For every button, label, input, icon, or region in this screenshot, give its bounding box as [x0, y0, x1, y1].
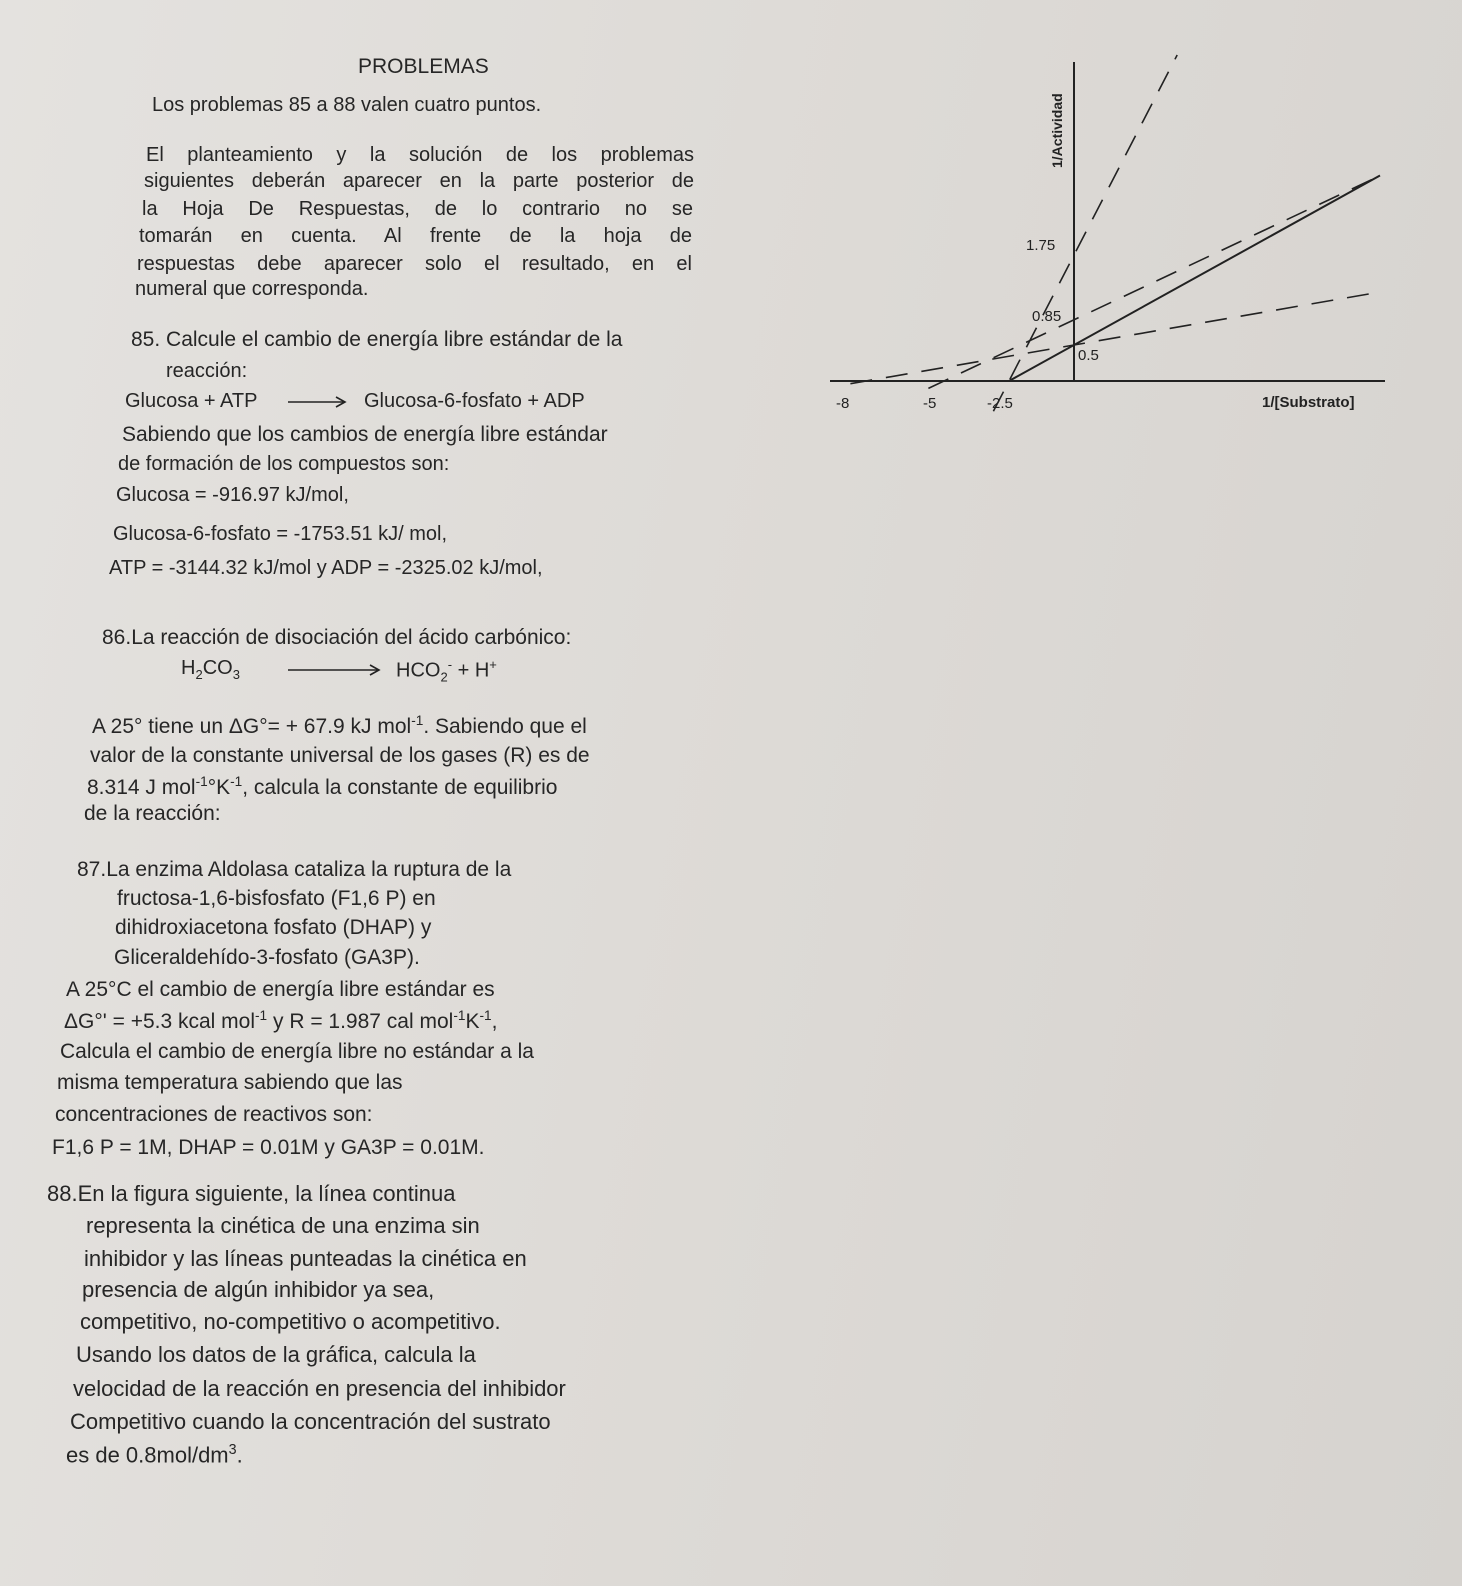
problem-88-statement: Competitivo cuando la concentración del sustrato — [70, 1409, 551, 1434]
y-tick-label: 1.75 — [1026, 237, 1056, 254]
lineweaver-burk-chart — [820, 40, 1400, 440]
problem-85-statement: de formación de los compuestos son: — [118, 453, 450, 475]
problem-88-statement: presencia de algún inhibidor ya sea, — [82, 1277, 435, 1302]
x-tick-label: -2.5 — [987, 395, 1013, 412]
problem-85-statement: reacción: — [166, 360, 248, 382]
problem-86-statement: 8.314 J $mol^{-1}^\circ K^{-1}$, calcula la constante de equilibrio — [87, 774, 558, 799]
x-axis-label: 1/[Substrato] — [1262, 394, 1355, 411]
problem-87-statement: Calcula el cambio de energía libre no estándar a la — [60, 1040, 534, 1063]
problem-88-statement: representa la cinética de una enzima sin — [86, 1213, 480, 1238]
problem-87-statement: fructosa-1,6-bisfosfato (F1,6 P) en — [117, 887, 436, 910]
instructions-line: numeral que corresponda. — [135, 278, 369, 300]
problem-87-statement: 87.La enzima Aldolasa cataliza la ruptura de la — [77, 858, 512, 881]
problem-86-statement: 86.La reacción de disociación del ácido carbónico: — [102, 626, 572, 649]
inhibitor-line — [850, 292, 1380, 384]
problem-88-statement: Usando los datos de la gráfica, calcula la — [76, 1342, 476, 1367]
problem-88-statement: competitivo, no-competitivo o acompetitivo. — [80, 1309, 501, 1334]
formation-energy: Glucosa-6-fosfato = -1753.51 kJ/ mol, — [113, 523, 448, 545]
reaction-reactants: Glucosa + ATP — [125, 390, 258, 412]
problem-85-statement: 85. Calcule el cambio de energía libre estándar de la — [131, 328, 623, 351]
instructions-line: respuestas debe aparecer solo el resultado, en el — [137, 253, 692, 275]
y-tick-label: 0.85 — [1032, 308, 1062, 325]
instructions-line: tomarán en cuenta. Al frente de la hoja de — [139, 225, 692, 247]
problem-87-statement: concentraciones de reactivos son: — [55, 1103, 373, 1126]
problem-87-statement: Gliceraldehído-3-fosfato (GA3P). — [114, 946, 420, 969]
problem-87-statement: ΔG°' = +5.3 kcal mol$^{-1}$ y R = 1.987 cal $mol^{-1}K^{-1}$, — [64, 1008, 498, 1033]
page-title: PROBLEMAS — [358, 55, 489, 78]
problem-88-statement: velocidad de la reacción en presencia del inhibidor — [73, 1376, 566, 1401]
inhibitor-line — [928, 176, 1380, 389]
problem-87-statement: misma temperatura sabiendo que las — [57, 1071, 403, 1094]
reaction-products: $HCO_2^- + H^+$ — [396, 657, 497, 685]
reaction-arrow — [288, 662, 384, 678]
instructions-line: siguientes deberán aparecer en la parte posterior de — [144, 170, 694, 192]
chart-series — [850, 55, 1380, 411]
formation-energy: Glucosa = -916.97 kJ/mol, — [116, 484, 349, 506]
problem-87-statement: F1,6 P = 1M, DHAP = 0.01M y GA3P = 0.01M. — [52, 1136, 485, 1159]
problem-88-statement: inhibidor y las líneas punteadas la cinética en — [84, 1246, 527, 1271]
x-tick-label: -5 — [923, 395, 937, 412]
problem-88-statement: 88.En la figura siguiente, la línea continua — [47, 1181, 456, 1206]
no-inhibitor-line — [1009, 176, 1380, 381]
problem-87-statement: dihidroxiacetona fosfato (DHAP) y — [115, 916, 432, 939]
x-tick-label: -8 — [836, 395, 850, 412]
problem-87-statement: A 25°C el cambio de energía libre estándar es — [66, 978, 495, 1001]
intro-text: Los problemas 85 a 88 valen cuatro puntos. — [152, 94, 542, 116]
problem-88-statement: es de $0.8mol/dm^3$. — [66, 1442, 243, 1468]
formation-energy: ATP = -3144.32 kJ/mol y ADP = -2325.02 kJ/mol, — [109, 557, 543, 579]
instructions-line: la Hoja De Respuestas, de lo contrario no se — [142, 198, 693, 220]
reaction-products: Glucosa-6-fosfato + ADP — [364, 390, 585, 412]
y-tick-label: 0.5 — [1078, 347, 1099, 364]
y-axis-label: 1/Actividad — [1049, 93, 1065, 168]
reaction-reactant: $H_2CO_3$ — [181, 657, 240, 682]
problem-86-statement: de la reacción: — [84, 802, 221, 825]
instructions-line: El planteamiento y la solución de los problemas — [146, 144, 694, 166]
reaction-arrow — [288, 394, 350, 410]
problem-86-statement: A 25° tiene un ΔG°= + 67.9 kJ mol$^{-1}$. Sabiendo que el — [92, 713, 587, 738]
problem-85-statement: Sabiendo que los cambios de energía libre estándar — [122, 423, 608, 446]
problem-86-statement: valor de la constante universal de los gases (R) es de — [90, 744, 590, 767]
